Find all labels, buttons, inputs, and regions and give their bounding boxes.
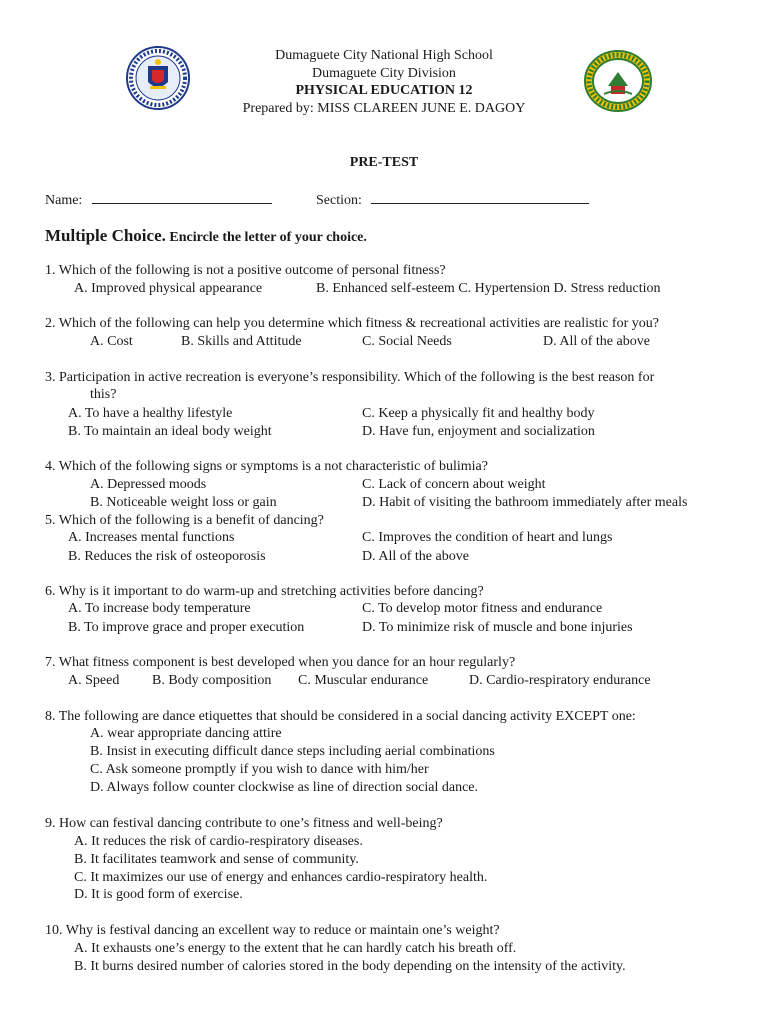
q6-option-d: D. To minimize risk of muscle and bone injuries (362, 620, 633, 635)
q7-option-a: A. Speed (68, 673, 120, 688)
q2-option-c: C. Social Needs (362, 334, 452, 349)
question-1: 1. Which of the following is not a positive outcome of personal fitness? (45, 263, 446, 278)
q5-option-d: D. All of the above (362, 549, 469, 564)
q4-option-a: A. Depressed moods (90, 477, 207, 492)
q3-option-c: C. Keep a physically fit and healthy body (362, 406, 595, 421)
question-4: 4. Which of the following signs or symptoms is a not characteristic of bulimia? (45, 459, 488, 474)
subject-title: PHYSICAL EDUCATION 12 (295, 83, 473, 98)
q1-choice-line-2: B. Enhanced self-esteem C. Hypertension D. Stress reduction (316, 281, 661, 296)
q2-option-a: A. Cost (90, 334, 133, 349)
q8-option-d: D. Always follow counter clockwise as line of direction social dance. (90, 780, 478, 795)
q3-option-b: B. To maintain an ideal body weight (68, 424, 272, 439)
question-3-cont: this? (90, 387, 117, 402)
division-name: Dumaguete City Division (312, 66, 456, 81)
q7-option-c: C. Muscular endurance (298, 673, 429, 688)
instructions-text: Encircle the letter of your choice. (169, 230, 367, 245)
name-field[interactable] (45, 191, 272, 209)
q10-option-a: A. It exhausts one’s energy to the extent that he can hardly catch his breath off. (74, 941, 517, 956)
q6-option-a: A. To increase body temperature (68, 601, 251, 616)
question-8: 8. The following are dance etiquettes that should be considered in a social dancing activity EXCEPT one: (45, 709, 636, 724)
q9-option-d: D. It is good form of exercise. (74, 887, 243, 902)
school-name: Dumaguete City National High School (275, 48, 493, 63)
test-title: PRE-TEST (349, 155, 419, 170)
q3-option-a: A. To have a healthy lifestyle (68, 406, 233, 421)
q3-option-d: D. Have fun, enjoyment and socialization (362, 424, 595, 439)
q8-option-a: A. wear appropriate dancing attire (90, 726, 282, 741)
q8-option-c: C. Ask someone promptly if you wish to dance with him/her (90, 762, 429, 777)
q5-option-b: B. Reduces the risk of osteoporosis (68, 549, 266, 564)
q9-option-a: A. It reduces the risk of cardio-respiratory diseases. (74, 834, 363, 849)
name-label: Name: (45, 193, 83, 208)
q6-option-c: C. To develop motor fitness and endurance (362, 601, 603, 616)
q2-option-d: D. All of the above (543, 334, 650, 349)
q1-choice-line-1: A. Improved physical appearance (74, 281, 263, 296)
instructions-heading: Multiple Choice. (45, 226, 166, 245)
prepared-by: Prepared by: MISS CLAREEN JUNE E. DAGOY (242, 101, 526, 116)
q4-option-b: B. Noticeable weight loss or gain (90, 495, 277, 510)
question-9: 9. How can festival dancing contribute to one’s fitness and well-being? (45, 816, 443, 831)
q10-option-b: B. It burns desired number of calories stored in the body depending on the intensity of the activity. (74, 959, 626, 974)
q6-option-b: B. To improve grace and proper execution (68, 620, 305, 635)
section-label: Section: (316, 193, 362, 208)
section-field[interactable] (316, 191, 589, 209)
question-2: 2. Which of the following can help you determine which fitness & recreational activities are realistic for you? (45, 316, 659, 331)
section-blank[interactable] (371, 191, 589, 204)
q5-option-a: A. Increases mental functions (68, 530, 235, 545)
q4-option-c: C. Lack of concern about weight (362, 477, 546, 492)
instructions (45, 226, 367, 246)
q2-option-b: B. Skills and Attitude (181, 334, 302, 349)
q4-option-d: D. Habit of visiting the bathroom immediately after meals (362, 495, 688, 510)
q5-option-c: C. Improves the condition of heart and lungs (362, 530, 613, 545)
question-6: 6. Why is it important to do warm-up and stretching activities before dancing? (45, 584, 484, 599)
q9-option-b: B. It facilitates teamwork and sense of community. (74, 852, 359, 867)
q7-option-d: D. Cardio-respiratory endurance (469, 673, 651, 688)
question-7: 7. What fitness component is best developed when you dance for an hour regularly? (45, 655, 516, 670)
question-3: 3. Participation in active recreation is everyone’s responsibility. Which of the following is the best reason for (45, 370, 655, 385)
q8-option-b: B. Insist in executing difficult dance steps including aerial combinations (90, 744, 495, 759)
q7-option-b: B. Body composition (152, 673, 272, 688)
question-10: 10. Why is festival dancing an excellent way to reduce or maintain one’s weight? (45, 923, 500, 938)
question-5: 5. Which of the following is a benefit of dancing? (45, 513, 324, 528)
name-blank[interactable] (92, 191, 272, 204)
q9-option-c: C. It maximizes our use of energy and enhances cardio-respiratory health. (74, 870, 488, 885)
